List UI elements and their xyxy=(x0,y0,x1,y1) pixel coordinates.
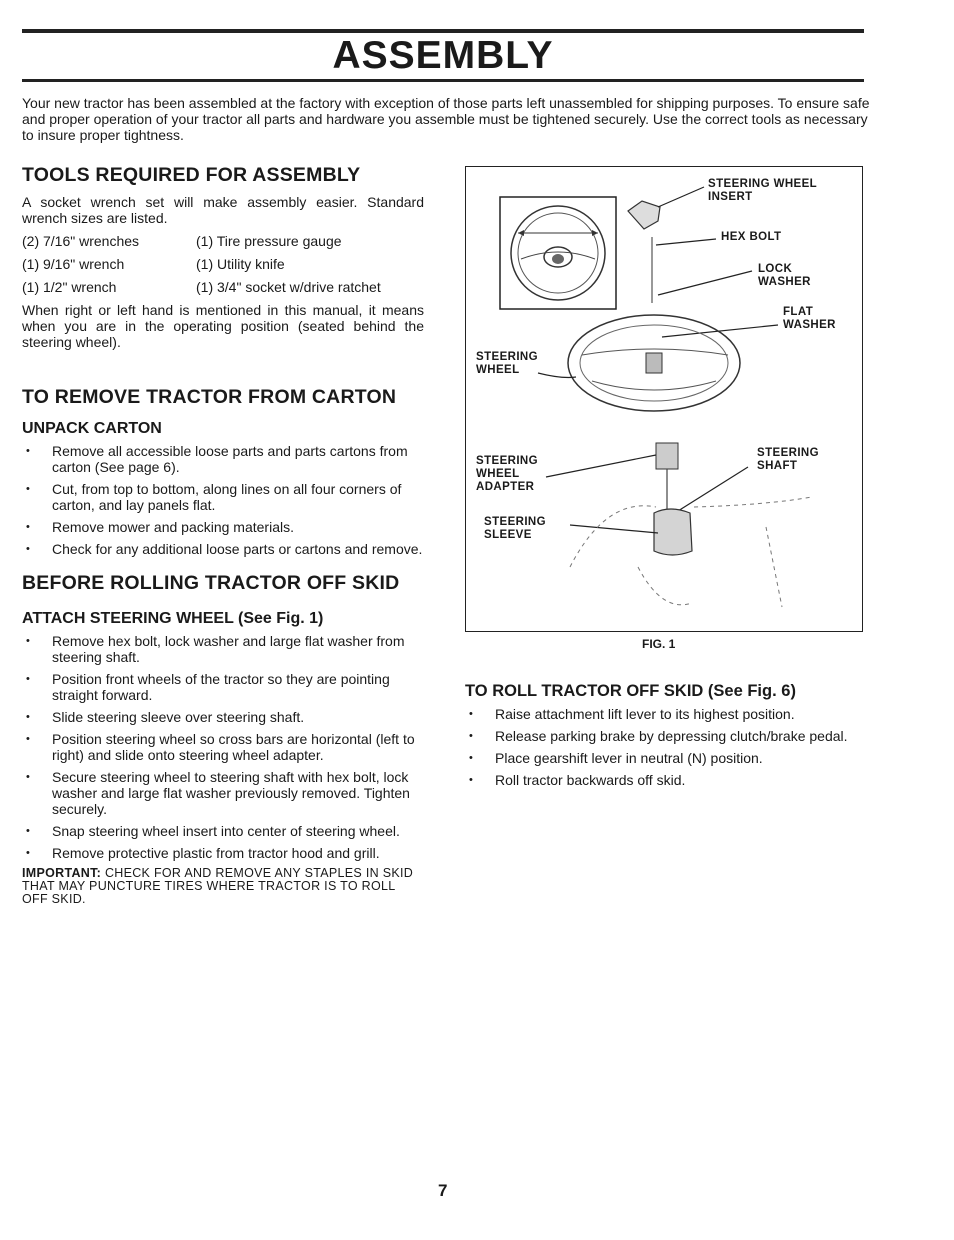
unpack-subheading: UNPACK CARTON xyxy=(22,420,162,437)
tools-cell: (1) 1/2" wrench xyxy=(22,279,117,295)
tools-table xyxy=(22,233,381,302)
label-line: SLEEVE xyxy=(484,529,532,541)
figure-1-box xyxy=(465,166,863,632)
label-steering-wheel-insert xyxy=(708,178,817,204)
tools-cell: (1) Tire pressure gauge xyxy=(196,233,342,249)
attach-list xyxy=(22,633,424,861)
tools-row xyxy=(22,256,381,279)
roll-list xyxy=(465,706,865,788)
label-line: STEERING xyxy=(476,455,538,467)
steering-assembly-illustration xyxy=(466,167,862,630)
list-item: • Check for any additional loose parts or cartons and remove. xyxy=(22,541,424,557)
left-column xyxy=(22,163,424,906)
label-line: STEERING WHEEL xyxy=(708,178,818,190)
label-line: STEERING xyxy=(757,447,819,459)
page-title: ASSEMBLY xyxy=(332,34,554,77)
label-line: FLAT xyxy=(783,306,814,318)
list-item: • Remove mower and packing materials. xyxy=(22,519,424,535)
list-item: • Position steering wheel so cross bars are horizontal (left to right) and slide onto steering wheel adapter. xyxy=(22,731,424,763)
label-hex-bolt: HEX BOLT xyxy=(721,231,782,243)
header-rule-bottom xyxy=(22,79,864,82)
label-line: INSERT xyxy=(708,191,753,203)
intro-paragraph: Your new tractor has been assembled at the factory with exception of those parts left unassembled for shipping purposes. To ensure safe and proper operation of your tractor all parts and hardware you assemble must be tightened securely. Use the correct tools as necessary to insure proper tightness. xyxy=(22,95,870,143)
tools-intro: A socket wrench set will make assembly easier. Standard wrench sizes are listed. xyxy=(22,194,424,226)
tools-note: When right or left hand is mentioned in this manual, it means when you are in the operating position (seated behind the steering wheel). xyxy=(22,302,424,350)
label-line: ADAPTER xyxy=(476,481,535,493)
tools-cell: (1) Utility knife xyxy=(196,256,285,272)
list-item: • Remove protective plastic from tractor hood and grill. xyxy=(22,845,424,861)
tools-cell: (2) 7/16" wrenches xyxy=(22,233,140,249)
important-note xyxy=(22,867,424,906)
list-item: • Secure steering wheel to steering shaft with hex bolt, lock washer and large flat washer previously removed. Tighten securely. xyxy=(22,769,424,817)
label-steering-shaft xyxy=(757,447,819,473)
label-lock-washer xyxy=(758,263,811,289)
label-line: STEERING xyxy=(476,351,538,363)
label-steering-sleeve xyxy=(484,516,546,542)
list-item: • Snap steering wheel insert into center of steering wheel. xyxy=(22,823,424,839)
list-item: • Raise attachment lift lever to its highest position. xyxy=(465,706,865,722)
label-line: WASHER xyxy=(783,319,836,331)
tools-heading: TOOLS REQUIRED FOR ASSEMBLY xyxy=(22,164,361,186)
remove-heading: TO REMOVE TRACTOR FROM CARTON xyxy=(22,386,397,408)
list-item: • Release parking brake by depressing clutch/brake pedal. xyxy=(465,728,865,744)
list-item: • Cut, from top to bottom, along lines on all four corners of carton, and lay panels flat. xyxy=(22,481,424,513)
label-line: STEERING xyxy=(484,516,546,528)
before-heading: BEFORE ROLLING TRACTOR OFF SKID xyxy=(22,572,400,594)
roll-heading: TO ROLL TRACTOR OFF SKID (See Fig. 6) xyxy=(465,682,796,700)
attach-subheading: ATTACH STEERING WHEEL (See Fig. 1) xyxy=(22,610,324,627)
label-line: LOCK xyxy=(758,263,793,275)
label-line: WHEEL xyxy=(476,364,520,376)
tools-row xyxy=(22,279,381,302)
list-item: • Place gearshift lever in neutral (N) position. xyxy=(465,750,865,766)
list-item: • Slide steering sleeve over steering shaft. xyxy=(22,709,424,725)
tools-row xyxy=(22,233,381,256)
list-item: • Roll tractor backwards off skid. xyxy=(465,772,865,788)
label-line: WHEEL xyxy=(476,468,520,480)
list-item: • Remove all accessible loose parts and parts cartons from carton (See page 6). xyxy=(22,443,424,475)
list-item: • Position front wheels of the tractor so they are pointing straight forward. xyxy=(22,671,424,703)
label-line: SHAFT xyxy=(757,460,798,472)
tools-cell: (1) 3/4" socket w/drive ratchet xyxy=(196,279,381,295)
list-item: • Remove hex bolt, lock washer and large flat washer from steering shaft. xyxy=(22,633,424,665)
page-number: 7 xyxy=(438,1181,448,1200)
roll-section xyxy=(465,681,865,794)
important-text: CHECK FOR AND REMOVE ANY STAPLES IN SKID THAT MAY PUNCTURE TIRES WHERE TRACTOR IS TO ROLL OFF SKID. xyxy=(22,866,414,906)
unpack-list xyxy=(22,443,424,557)
label-steering-wheel-adapter xyxy=(476,455,538,494)
label-flat-washer xyxy=(783,306,836,332)
figure-caption: FIG. 1 xyxy=(642,637,676,651)
tools-cell: (1) 9/16" wrench xyxy=(22,256,125,272)
important-label: IMPORTANT: xyxy=(22,866,102,880)
label-line: WASHER xyxy=(758,276,811,288)
label-steering-wheel xyxy=(476,351,538,377)
